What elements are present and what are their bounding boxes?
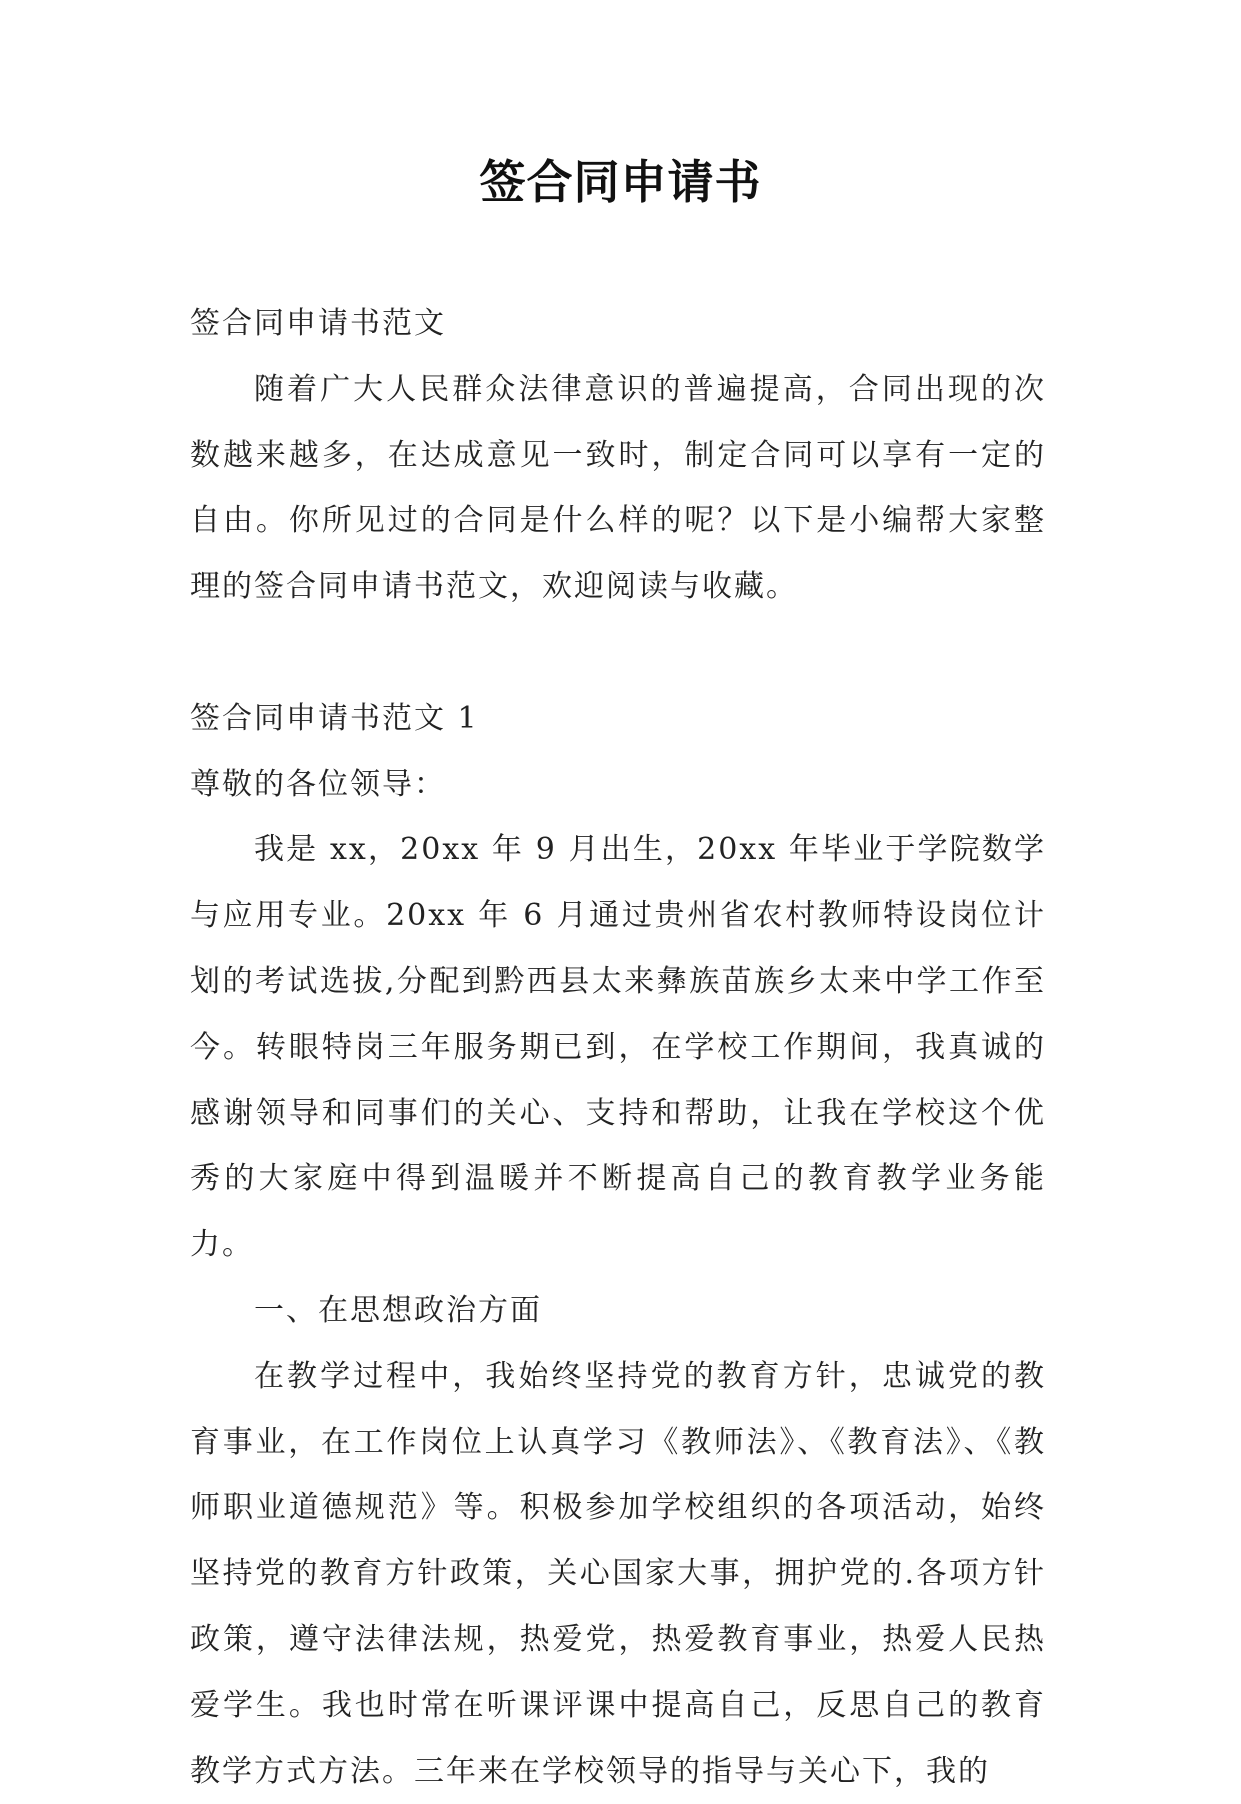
- section-heading-1: 一、在思想政治方面: [254, 1292, 542, 1328]
- body-paragraph-1: 我是 xx，20xx 年 9 月出生，20xx 年毕业于学院数学与应用专业。20xx 年 6 月通过贵州省农村教师特设岗位计划的考试选拔,分配到黔西县太来彝族苗族乡太来中学工作至今。转眼特岗三年服务期已到，在学校工作期间，我真诚的感谢领导和同事们的关心、支持和帮助，让我在学校这个优秀的大家庭中得到温暖并不断提高自己的教育教学业务能力。: [190, 832, 1046, 1263]
- body-paragraph-2: 在教学过程中，我始终坚持党的教育方针，忠诚党的教育事业，在工作岗位上认真学习《教师法》、《教育法》、《教师职业道德规范》等。积极参加学校组织的各项活动，始终坚持党的教育方针政策，关心国家大事，拥护党的.各项方针政策，遵守法律法规，热爱党，热爱教育事业，热爱人民热爱学生。我也时常在听课评课中提高自己，反思自己的教育教学方式方法。三年来在学校领导的指导与关心下，我的: [190, 1358, 1046, 1789]
- intro-paragraph: 随着广大人民群众法律意识的普遍提高，合同出现的次数越来越多，在达成意见一致时，制定合同可以享有一定的自由。你所见过的合同是什么样的呢？以下是小编帮大家整理的签合同申请书范文，欢迎阅读与收藏。: [190, 371, 1046, 605]
- section-title: 签合同申请书范文 1: [190, 700, 479, 736]
- document-body: [190, 291, 1046, 1804]
- document-subtitle: 签合同申请书范文: [190, 306, 446, 341]
- salutation: 尊敬的各位领导：: [190, 766, 446, 802]
- paragraph-spacer: [190, 620, 1046, 686]
- document-title: 签合同申请书: [479, 155, 762, 209]
